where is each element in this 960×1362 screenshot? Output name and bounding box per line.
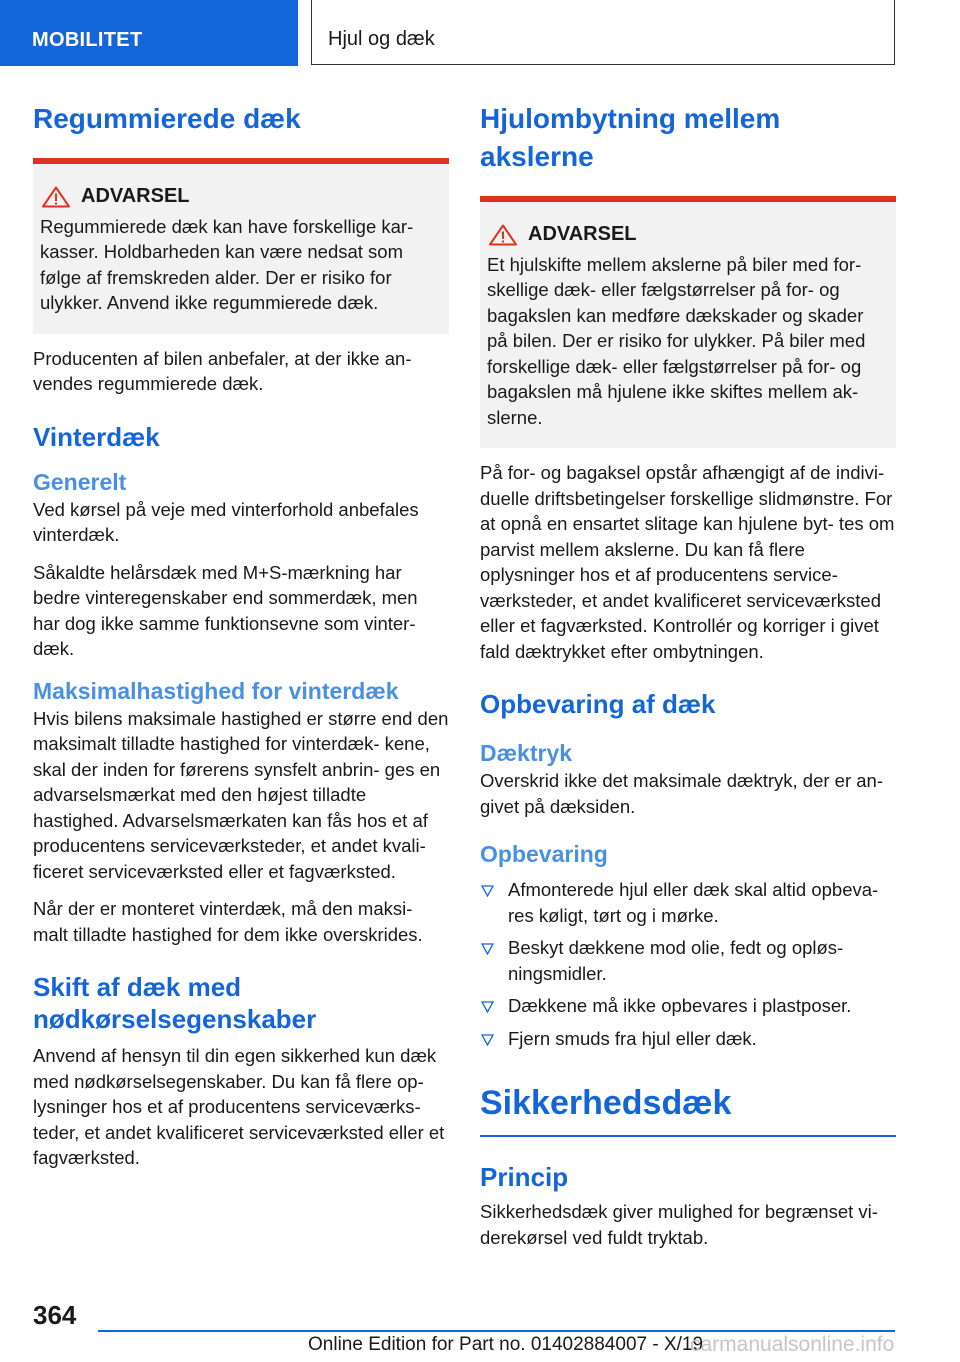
- safety-heading: Sikkerhedsdæk: [480, 1084, 732, 1122]
- storing-heading: Opbevaring: [480, 841, 608, 867]
- paragraph: Sikkerhedsdæk giver mulighed for begrænset vi- derekørsel ved fuldt tryktab.: [480, 1201, 878, 1248]
- paragraph: Producenten af bilen anbefaler, at der ikke an- vendes regummierede dæk.: [33, 347, 412, 394]
- heading-divider: [480, 1135, 896, 1137]
- warning-header: [40, 184, 437, 210]
- paragraph: På for- og bagaksel opstår afhængigt af de indivi- duelle driftsbetingelser forskellige slidmønstre. For at opnå en ensartet slitage kan hjulene byt- tes om parvist mellem akslerne. Du kan få flere oplysninger hos et af producentens service- værksteder, et andet kvalificeret serviceværksted eller et fagværksted. Kontrollér og korriger i givet fald dæktrykket efter ombytningen.: [480, 462, 895, 662]
- warning-text: Regummierede dæk kan have forskellige kar- kasser. Holdbarheden kan være nedsat som følge af fremskreden alder. Der er risiko for ulykker. Anvend ikke regummierede dæk.: [40, 215, 414, 313]
- warning-box: [33, 164, 449, 334]
- list-item: Dækkene må ikke opbevares i plastposer.: [480, 993, 896, 1019]
- paragraph: Ved kørsel på veje med vinterforhold anbefales vinterdæk.: [33, 498, 419, 545]
- left-column: [33, 100, 449, 1171]
- warning-label: ADVARSEL: [81, 185, 190, 207]
- maxspeed-heading: Maksimalhastighed for vinterdæk: [33, 677, 399, 704]
- list-item: Beskyt dækkene mod olie, fedt og opløs- ningsmidler.: [480, 935, 896, 986]
- list-item: Fjern smuds fra hjul eller dæk.: [480, 1026, 896, 1052]
- warning-box: [480, 202, 896, 448]
- retreaded-heading: Regummierede dæk: [33, 103, 301, 134]
- paragraph: Overskrid ikke det maksimale dæktryk, der er an- givet på dæksiden.: [480, 770, 884, 817]
- right-column: [480, 100, 896, 1250]
- runflat-heading: Skift af dæk med nødkørselsegenskaber: [33, 972, 317, 1034]
- warning-triangle-icon: [41, 186, 71, 208]
- chapter-title: Hjul og dæk: [311, 0, 895, 65]
- warning-label: ADVARSEL: [528, 223, 637, 245]
- warning-text: Et hjulskifte mellem akslerne på biler med for- skellige dæk- eller fælgstørrelser på for- og bagakslen kan medføre dækskader og skader på bilen. Der er risiko for ulykker. På biler med forskellige dæk- eller fælgstørrelser på for- og bagakslen må hjulene ikke skiftes mellem ak- slerne.: [487, 253, 866, 428]
- triangle-bullet-icon: [481, 943, 494, 955]
- warning-header: [487, 222, 884, 248]
- storage-heading: Opbevaring af dæk: [480, 689, 716, 719]
- warning-triangle-icon: [488, 224, 518, 246]
- footer-divider: [98, 1330, 895, 1332]
- footer-edition: Online Edition for Part no. 01402884007 - X/19: [308, 1334, 704, 1355]
- principle-heading: Princip: [480, 1162, 569, 1192]
- paragraph: Såkaldte helårsdæk med M+S-mærkning har bedre vinteregenskaber end sommerdæk, men har dog ikke samme funktionsevne som vinter- dæk.: [33, 561, 418, 659]
- general-heading: Generelt: [33, 468, 127, 495]
- triangle-bullet-icon: [481, 1034, 494, 1046]
- section-tab: MOBILITET: [0, 0, 298, 66]
- paragraph: Hvis bilens maksimale hastighed er større end den maksimalt tilladte hastighed for vinterdæk- kene, skal der inden for førerens synsfelt anbrin- ges en advarselsmærkat med den højest tilladte hastighed. Advarselsmærkaten kan fås hos et af producentens serviceværksteder, et andet kvali- ficeret serviceværksted eller et fagværksted.: [33, 707, 449, 882]
- paragraph: Når der er monteret vinterdæk, må den maksi- malt tilladte hastighed for dem ikke overskrides.: [33, 898, 423, 945]
- page-number: 364: [33, 1300, 77, 1330]
- triangle-bullet-icon: [481, 885, 494, 897]
- list-item: Afmonterede hjul eller dæk skal altid opbeva- res køligt, tørt og i mørke.: [480, 877, 896, 928]
- pressure-heading: Dæktryk: [480, 740, 573, 766]
- paragraph: Anvend af hensyn til din egen sikkerhed kun dæk med nødkørselsegenskaber. Du kan få flere op- lysninger hos et af producentens serviceværks- teder, et andet kvalificeret serviceværksted eller et fagværksted.: [33, 1045, 445, 1168]
- storing-list: [480, 877, 896, 1051]
- triangle-bullet-icon: [481, 1001, 494, 1013]
- swap-heading: Hjulombytning mellem akslerne: [480, 103, 781, 172]
- watermark: carmanualsonline.info: [690, 1333, 895, 1356]
- winter-heading: Vinterdæk: [33, 421, 160, 452]
